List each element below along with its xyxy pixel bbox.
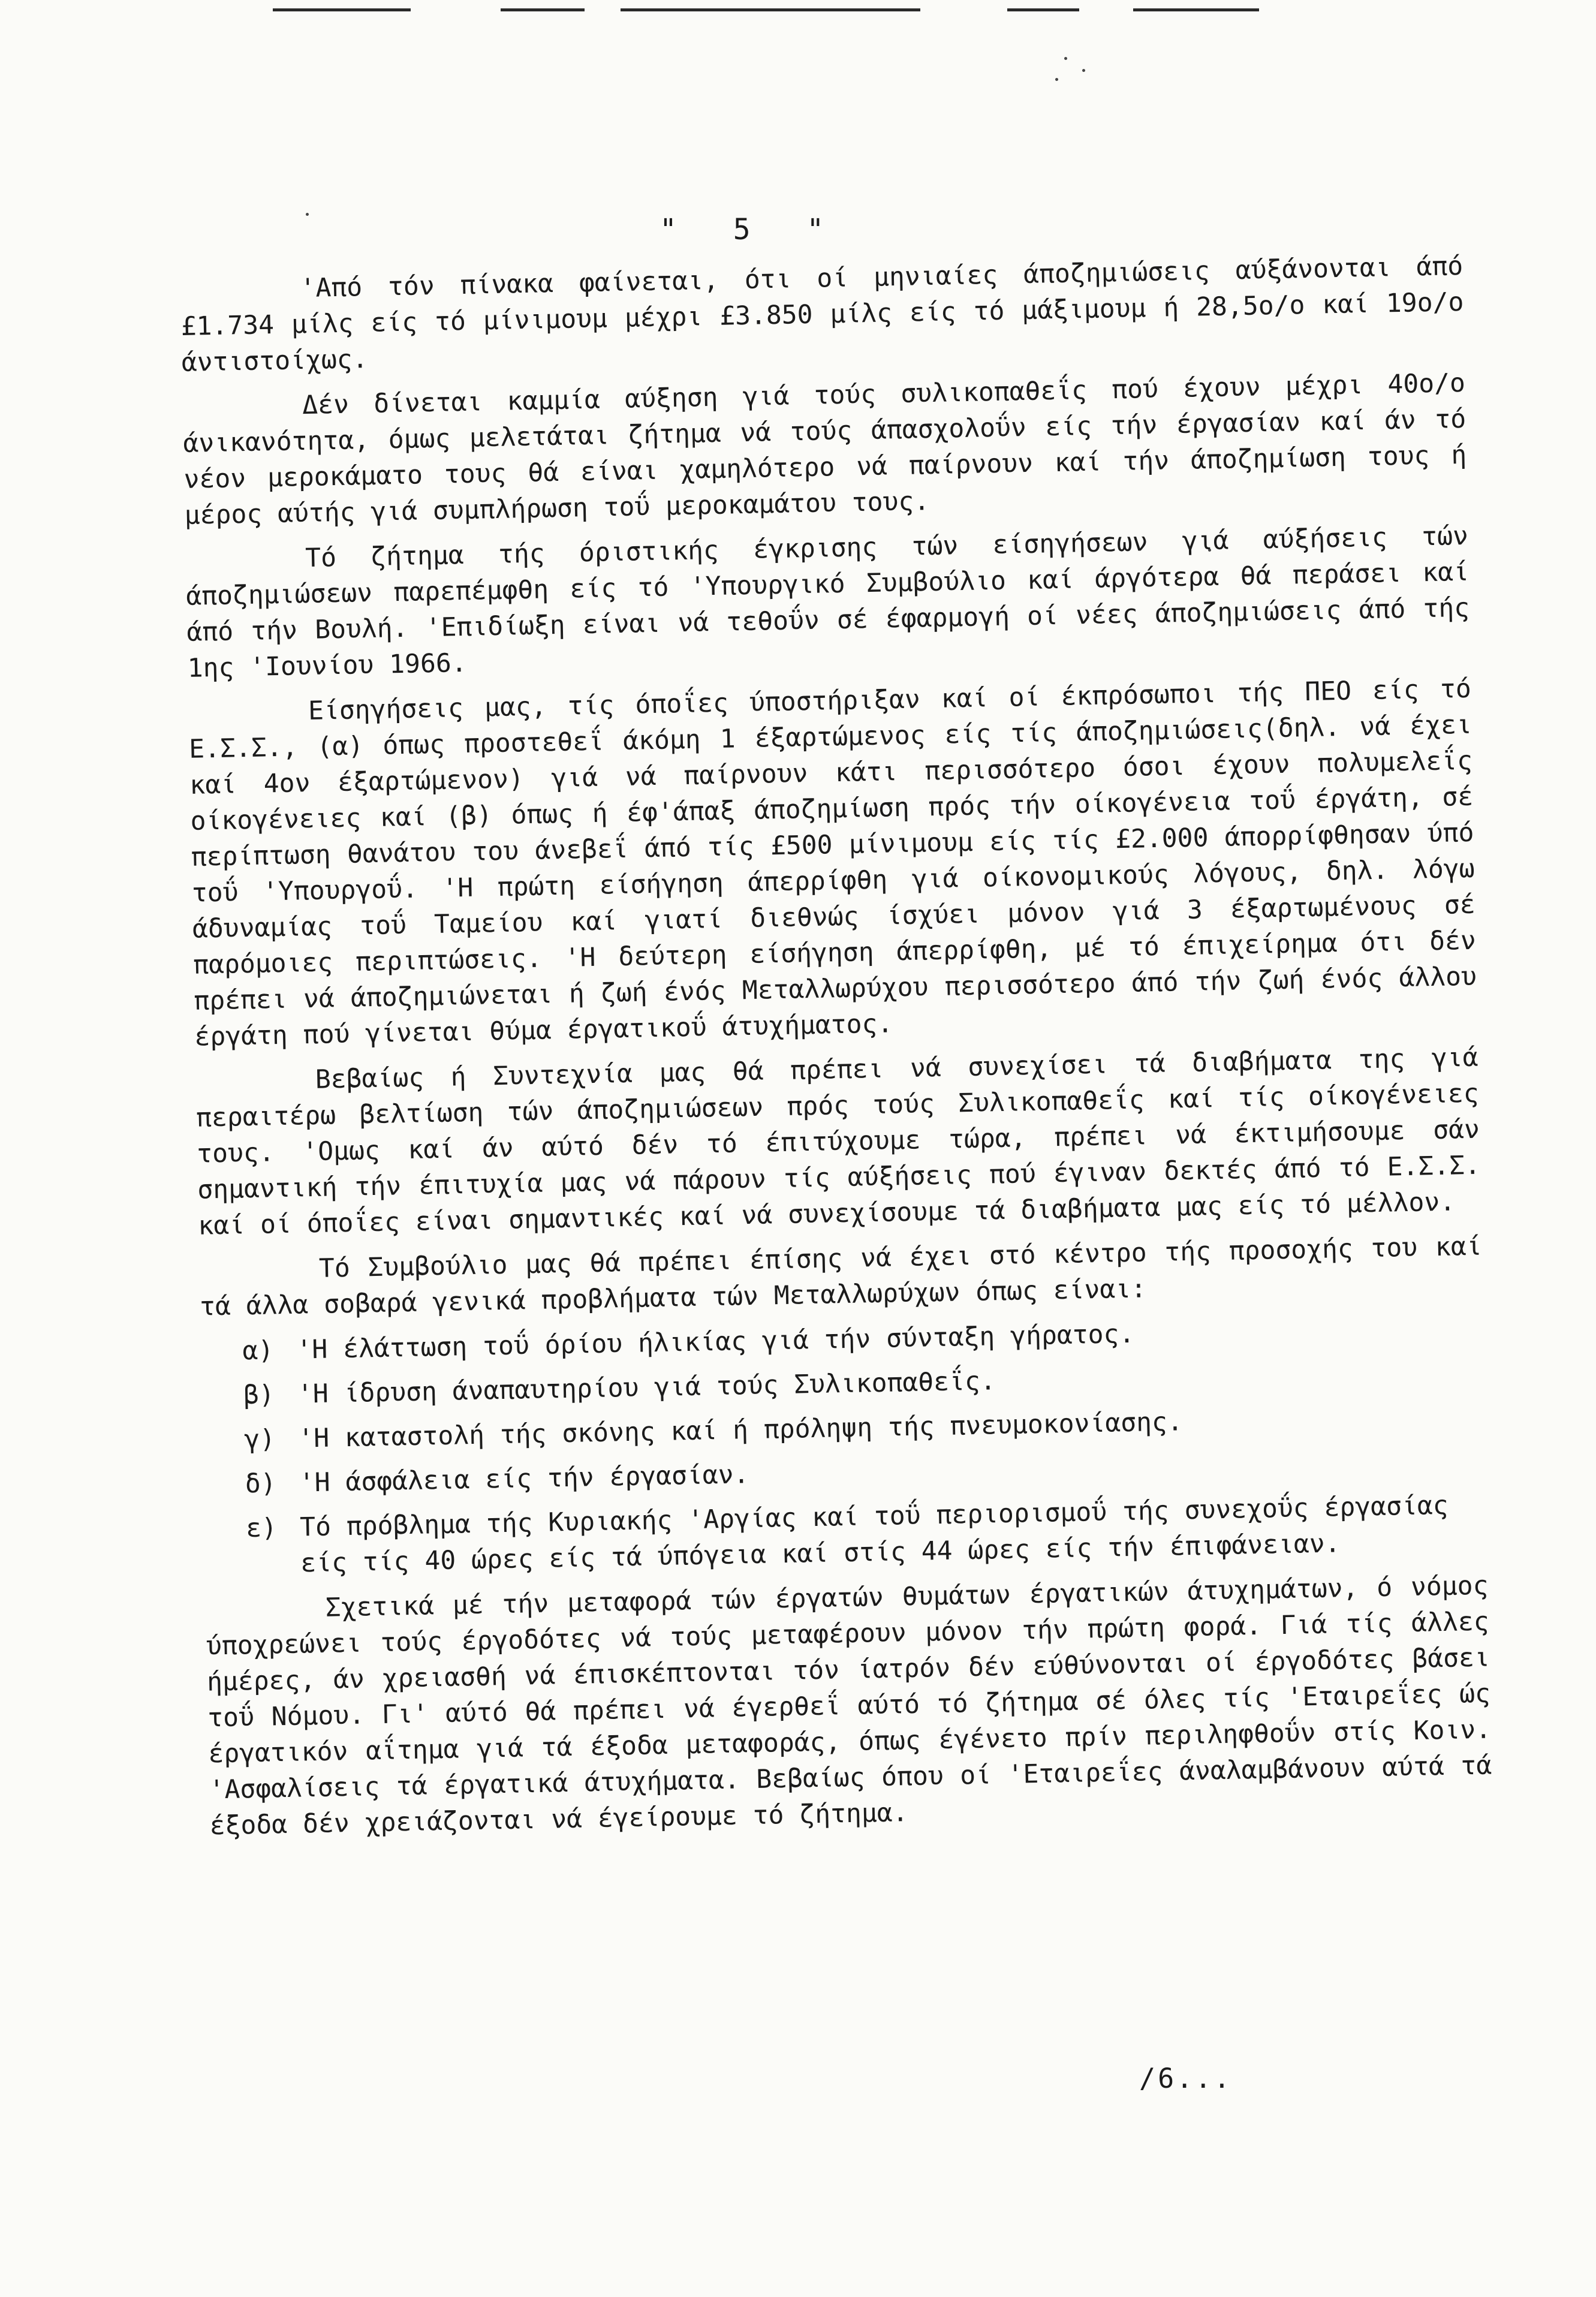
list-marker: β)	[243, 1380, 275, 1411]
top-border-line	[501, 8, 585, 11]
list-marker: γ)	[243, 1424, 276, 1455]
ink-speck	[1064, 57, 1067, 60]
closing-paragraph: Σχετικά μέ τήν μεταφορά τών έργατών θυμάτων έργατικών άτυχημάτων, ό νόμος ύποχρεώνει τούς έργοδότες νά τούς μεταφέρουν μόνον τήν πρώτη φορά. Γιά τίς άλλες ήμέρες, άν χρειασθή νά έπισκέπτονται τόν ίατρόν δέν εύθύνονται οί έργοδότες βάσει τοΰ Νόμου. Γι' αύτό θά πρέπει νά έγερθεΐ αύτό τό ζήτημα σέ όλες τίς 'Εταιρεΐες ώς έργατικόν αΐτημα γιά τά έξοδα μεταφοράς, όπως έγένετο πρίν περιληφθοΰν στίς Κοιν. 'Ασφαλίσεις τά έργατικά άτυχήματα. Βεβαίως όπου οί 'Εταιρεΐες άναλαμβάνουν αύτά τά έξοδα δέν χρειάζονται νά έγείρουμε τό ζήτημα.	[206, 1570, 1492, 1841]
top-border-line	[273, 8, 411, 11]
ink-speck	[306, 213, 309, 216]
paragraph: Βεβαίως ή Συντεχνία μας θά πρέπει νά συνεχίσει τά διαβήματα της γιά περαιτέρω βελτίωση τών άποζημιώσεων πρός τούς Συλικοπαθεΐς καί τίς οίκογένειες τους. 'Ομως καί άν αύτό δέν τό έπιτύχουμε τώρα, πρέπει νά έκτιμήσουμε σάν σημαντική τήν έπιτυχία μας νά πάρουν τίς αύξήσεις πού έγιναν δεκτές άπό τό Ε.Σ.Σ. καί οί όποΐες είναι σημαντικές καί νά συνεχίσουμε τά διαβήματα μας είς τό μέλλον.	[195, 1042, 1481, 1241]
problems-list	[200, 1309, 1488, 1583]
body-text	[180, 248, 1493, 1853]
paragraph: Δέν δίνεται καμμία αύξηση γιά τούς συλικοπαθεΐς πού έχουν μέχρι 40ο/ο άνικανότητα, όμως μελετάται ζήτημα νά τούς άπασχολοΰν είς τήν έργασίαν καί άν τό νέον μεροκάματο τους θά είναι χαμηλότερο νά παίρνουν καί τήν άποζημίωση τους ή μέρος αύτής γιά συμπλήρωση τοΰ μεροκαμάτου τους.	[182, 368, 1467, 531]
paragraph: Τό ζήτημα τής όριστικής έγκρισης τών είσηγήσεων γιά αύξήσεις τών άποζημιώσεων παρεπέμφθη είς τό 'Υπουργικό Συμβούλιο καί άργότερα θά περάσει καί άπό τήν Βουλή. 'Επιδίωξη είναι νά τεθοΰν σέ έφαρμογή οί νέες άποζημιώσεις άπό τής 1ης 'Ιουνίου 1966.	[185, 520, 1470, 684]
list-marker: ε)	[245, 1513, 278, 1544]
list-item-text: 'Η καταστολή τής σκόνης καί ή πρόληψη τής πνευμοκονίασης.	[297, 1407, 1184, 1454]
top-border-line	[621, 8, 920, 11]
paragraph: Είσηγήσεις μας, τίς όποΐες ύποστήριξαν καί οί έκπρόσωποι τής ΠΕΟ είς τό Ε.Σ.Σ., (α) όπως προστεθεΐ άκόμη 1 έξαρτώμενος είς τίς άποζημιώσεις(δηλ. νά έχει καί 4ον έξαρτώμενον) γιά νά παίρνουν κάτι περισσότερο όσοι έχουν πολυμελεΐς οίκογένειες καί (β) όπως ή έφ'άπαξ άποζημίωση πρός τήν οίκογένεια τοΰ έργάτη, σέ περίπτωση θανάτου του άνεβεΐ άπό τίς £500 μίνιμουμ είς τίς £2.000 άπορρίφθησαν ύπό τοΰ 'Υπουργοΰ. 'Η πρώτη είσήγηση άπερρίφθη γιά οίκονομικούς λόγους, δηλ. λόγω άδυναμίας τοΰ Ταμείου καί γιατί διεθνώς ίσχύει μόνον γιά 3 έξαρτωμένους σέ παρόμοιες περιπτώσεις. 'Η δεύτερη είσήγηση άπερρίφθη, μέ τό έπιχείρημα ότι δέν πρέπει νά άποζημιώνεται ή ζωή ένός Μεταλλωρύχου περισσότερο άπό τήν ζωή ένός άλλου έργάτη πού γίνεται θύμα έργατικοΰ άτυχήματος.	[188, 673, 1477, 1052]
ink-speck	[1055, 78, 1058, 81]
top-border-line	[1133, 8, 1259, 11]
list-item	[246, 1487, 1488, 1583]
continuation-marker: /6...	[1139, 2063, 1233, 2094]
list-item-text: 'Η άσφάλεια είς τήν έργασίαν.	[299, 1459, 749, 1498]
list-marker: δ)	[245, 1468, 277, 1500]
list-marker: α)	[242, 1335, 274, 1366]
paragraph: 'Από τόν πίνακα φαίνεται, ότι οί μηνιαίες άποζημιώσεις αύξάνονται άπό £1.734 μίλς είς τό μίνιμουμ μέχρι £3.850 μίλς είς τό μάξιμουμ ή 28,5ο/ο καί 19ο/ο άντιστοίχως.	[180, 251, 1464, 378]
page-number: " 5 "	[660, 213, 832, 246]
list-item-text: Τό πρόβλημα τής Κυριακής 'Αργίας καί τοΰ περιορισμοΰ τής συνεχοΰς έργασίας είς τίς 40 ώρες είς τά ύπόγεια καί στίς 44 ώρες είς τήν έπιφάνειαν.	[299, 1490, 1449, 1579]
top-border-line	[1007, 8, 1079, 11]
paragraph: Τό Συμβούλιο μας θά πρέπει έπίσης νά έχει στό κέντρο τής προσοχής του καί τά άλλα σοβαρά γενικά προβλήματα τών Μεταλλωρύχων όπως είναι:	[199, 1231, 1483, 1322]
ink-speck	[1082, 69, 1085, 72]
list-item-text: 'Η έλάττωση τοΰ όρίου ήλικίας γιά τήν σύνταξη γήρατος.	[296, 1318, 1135, 1365]
list-item-text: 'Η ίδρυση άναπαυτηρίου γιά τούς Συλικοπαθεΐς.	[297, 1366, 996, 1410]
